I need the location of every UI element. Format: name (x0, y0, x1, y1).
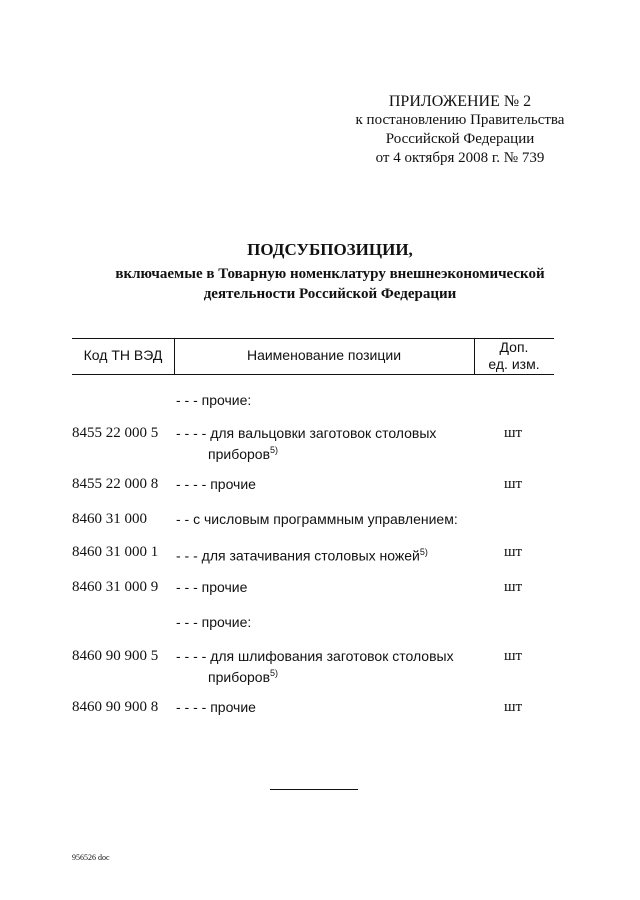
header-code: Код ТН ВЭД (83, 347, 163, 363)
row-name: - - - - прочие (176, 476, 256, 492)
row-name: - - - - для вальцовки заготовок столовых приборов$^{5)}$ (176, 425, 437, 462)
appendix-number: ПРИЛОЖЕНИЕ № 2 (388, 93, 532, 110)
row-unit: шт (504, 476, 523, 492)
table-header-rule (72, 374, 554, 375)
row-name: - - с числовым программным управлением: (176, 511, 458, 527)
subtitle-line-2: деятельности Российской Федерации (203, 286, 457, 302)
header-unit-line-1: Доп. (499, 339, 529, 355)
row-name: - - - прочие: (176, 614, 252, 630)
row-code: 8455 22 000 8 (72, 476, 159, 492)
row-code: 8460 90 900 5 (72, 648, 159, 664)
appendix-line-federation: Российской Федерации (385, 131, 535, 147)
document-title: ПОДСУБПОЗИЦИИ, (247, 240, 413, 259)
row-unit: шт (504, 648, 523, 664)
subtitle-line-1: включаемые в Товарную номенклатуру внешнеэкономической (115, 266, 545, 282)
header-unit-line-2: ед. изм. (488, 356, 540, 372)
document-subtitle (60, 264, 600, 304)
row-code: 8455 22 000 5 (72, 425, 159, 441)
row-name: - - - для затачивания столовых ножей$^{5)}$ (176, 547, 428, 564)
document-id: 956526 doc (72, 853, 110, 862)
row-code: 8460 90 900 8 (72, 699, 159, 715)
row-name: - - - прочие: (176, 392, 252, 408)
appendix-header (320, 92, 600, 168)
row-name: - - - - для шлифования заготовок столовых приборов$^{5)}$ (176, 648, 454, 685)
header-name: Наименование позиции (246, 347, 402, 363)
row-code: 8460 31 000 9 (72, 579, 159, 595)
row-unit: шт (504, 544, 523, 560)
appendix-line-decree: к постановлению Правительства (355, 112, 565, 128)
row-code: 8460 31 000 1 (72, 544, 159, 560)
end-divider (270, 789, 358, 790)
row-code: 8460 31 000 (72, 511, 147, 527)
row-unit: шт (504, 579, 523, 595)
row-unit: шт (504, 699, 523, 715)
header-unit (474, 339, 554, 373)
row-unit: шт (504, 425, 523, 441)
row-name: - - - - прочие (176, 699, 256, 715)
row-name: - - - прочие (176, 579, 248, 595)
appendix-line-date: от 4 октября 2008 г. № 739 (375, 150, 545, 166)
